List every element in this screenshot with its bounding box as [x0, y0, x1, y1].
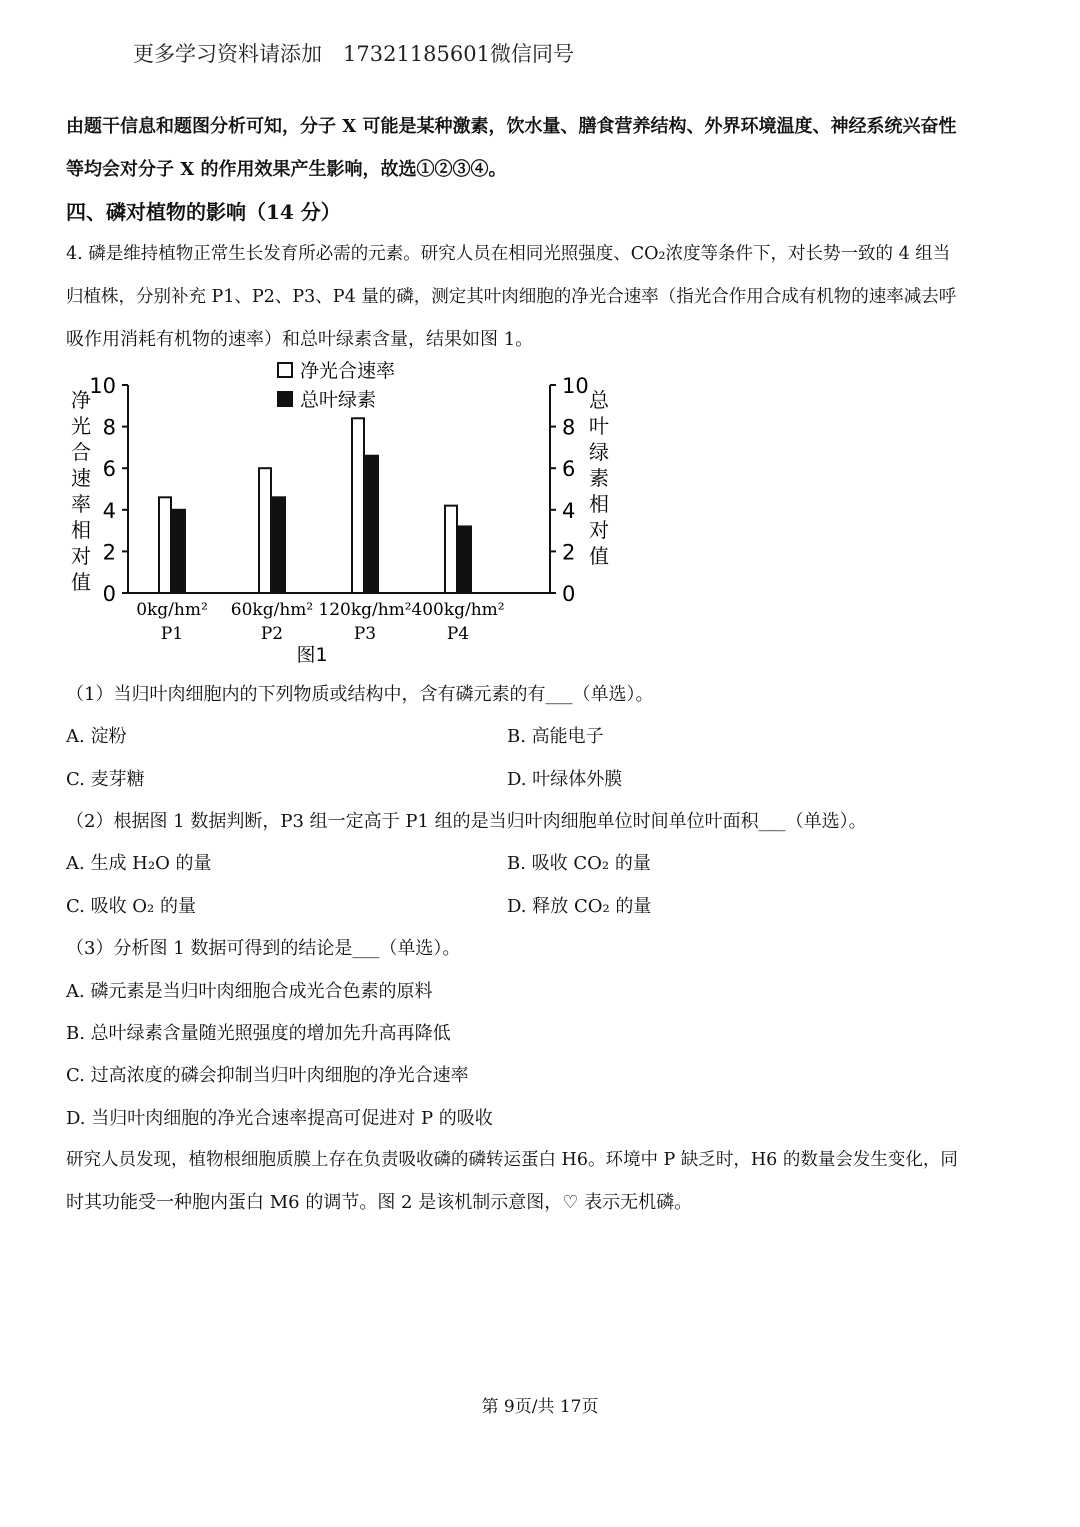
top-banner: 更多学习资料请添加 17321185601微信同号: [133, 42, 574, 66]
figure-caption: 图1: [296, 644, 328, 666]
y-tick-label-left: 4: [102, 498, 116, 523]
x-tick-label: 60kg/hm²: [230, 600, 314, 620]
y-axis-title-right-char: 值: [589, 544, 609, 568]
bar-total-chlorophyll: [273, 497, 285, 593]
intro-line-2: 归植株，分别补充 P1、P2、P3、P4 量的磷，测定其叶肉细胞的净光合速率（指光合作用合成有机物的速率减去呼: [66, 287, 957, 307]
q2-option-c: C. 吸收 O₂ 的量: [66, 896, 196, 917]
y-axis-title-left-char: 率: [71, 492, 91, 516]
q1-option-a: A. 淀粉: [66, 726, 127, 747]
x-tick-label: 400kg/hm²: [411, 600, 505, 620]
q2-stem: （2）根据图 1 数据判断，P3 组一定高于 P1 组的是当归叶肉细胞单位时间单位叶面积___（单选）。: [66, 811, 867, 832]
section-title: 四、磷对植物的影响（14 分）: [66, 200, 341, 224]
y-tick-label-left: 8: [102, 415, 116, 440]
q2-option-a: A. 生成 H₂O 的量: [66, 853, 212, 874]
bar-net-photosynthesis: [259, 468, 271, 593]
y-axis-title-left-char: 值: [71, 570, 91, 594]
y-axis-title-left-char: 速: [71, 466, 91, 490]
q3-option-b: B. 总叶绿素含量随光照强度的增加先升高再降低: [66, 1023, 451, 1044]
bar-net-photosynthesis: [352, 418, 364, 593]
bar-net-photosynthesis: [159, 497, 171, 593]
legend-swatch: [278, 363, 292, 377]
q3-option-c: C. 过高浓度的磷会抑制当归叶肉细胞的净光合速率: [66, 1065, 469, 1086]
y-axis-title-right-char: 叶: [589, 414, 609, 438]
intro-line-3: 吸作用消耗有机物的速率）和总叶绿素含量，结果如图 1。: [66, 329, 534, 350]
bar-total-chlorophyll: [366, 456, 378, 593]
y-tick-label-right: 8: [562, 415, 576, 440]
x-tick-label: 0kg/hm²: [136, 600, 208, 620]
y-tick-label-right: 4: [562, 498, 576, 523]
legend-label: 总叶绿素: [300, 389, 377, 411]
x-category-label: P2: [260, 624, 284, 644]
bar-net-photosynthesis: [445, 506, 457, 593]
y-tick-label-right: 6: [562, 457, 576, 482]
y-axis-title-left-char: 净: [71, 388, 91, 412]
y-axis-title-left-char: 光: [71, 414, 91, 438]
page-footer: 第 9页/共 17页: [481, 1397, 599, 1417]
y-tick-label-right: 2: [562, 540, 576, 565]
y-axis-title-right-char: 相: [589, 492, 609, 516]
x-tick-label: 120kg/hm²: [318, 600, 412, 620]
y-tick-label-left: 6: [102, 457, 116, 482]
q3-stem: （3）分析图 1 数据可得到的结论是___（单选）。: [66, 938, 461, 959]
q2-option-b: B. 吸收 CO₂ 的量: [507, 853, 651, 874]
q1-stem: （1）当归叶肉细胞内的下列物质或结构中，含有磷元素的有___（单选）。: [66, 684, 654, 705]
q3-option-a: A. 磷元素是当归叶肉细胞合成光合色素的原料: [66, 981, 433, 1002]
y-axis-title-right-char: 总: [589, 388, 609, 412]
prev-answer-line-2: 等均会对分子 X 的作用效果产生影响，故选①②③④。: [66, 159, 507, 180]
y-tick-label-left: 10: [89, 374, 116, 398]
q3-option-d: D. 当归叶肉细胞的净光合速率提高可促进对 P 的吸收: [66, 1108, 493, 1129]
closing-line-1: 研究人员发现，植物根细胞质膜上存在负责吸收磷的磷转运蛋白 H6。环境中 P 缺乏时，H6 的数量会发生变化，同: [66, 1150, 958, 1170]
bar-total-chlorophyll: [173, 510, 185, 593]
y-axis-title-right-char: 对: [589, 518, 609, 542]
q2-option-d: D. 释放 CO₂ 的量: [507, 896, 652, 917]
x-category-label: P1: [160, 624, 184, 644]
bar-total-chlorophyll: [459, 526, 471, 593]
chart-svg: [60, 355, 620, 675]
legend-label: 净光合速率: [300, 360, 396, 382]
y-axis-title-left-char: 相: [71, 518, 91, 542]
figure-1-chart: [60, 355, 620, 675]
prev-answer-line-1: 由题干信息和题图分析可知，分子 X 可能是某种激素，饮水量、膳食营养结构、外界环境温度、神经系统兴奋性: [66, 116, 957, 137]
intro-line-1: 4. 磷是维持植物正常生长发育所必需的元素。研究人员在相同光照强度、CO₂浓度等条件下，对长势一致的 4 组当: [66, 244, 951, 264]
q1-option-b: B. 高能电子: [507, 726, 604, 747]
y-axis-title-right-char: 素: [589, 466, 609, 490]
y-axis-title-left-char: 合: [71, 440, 91, 464]
y-tick-label-left: 2: [102, 540, 116, 565]
closing-line-2: 时其功能受一种胞内蛋白 M6 的调节。图 2 是该机制示意图，♡ 表示无机磷。: [66, 1192, 693, 1213]
y-tick-label-left: 0: [102, 582, 116, 606]
y-axis-title-left-char: 对: [71, 544, 91, 568]
legend-swatch: [278, 392, 292, 406]
x-category-label: P4: [446, 624, 470, 644]
y-axis-title-right-char: 绿: [589, 440, 609, 464]
q1-option-c: C. 麦芽糖: [66, 769, 145, 790]
x-category-label: P3: [353, 624, 377, 644]
y-tick-label-right: 10: [562, 374, 589, 398]
q1-option-d: D. 叶绿体外膜: [507, 769, 623, 790]
y-tick-label-right: 0: [562, 582, 576, 606]
